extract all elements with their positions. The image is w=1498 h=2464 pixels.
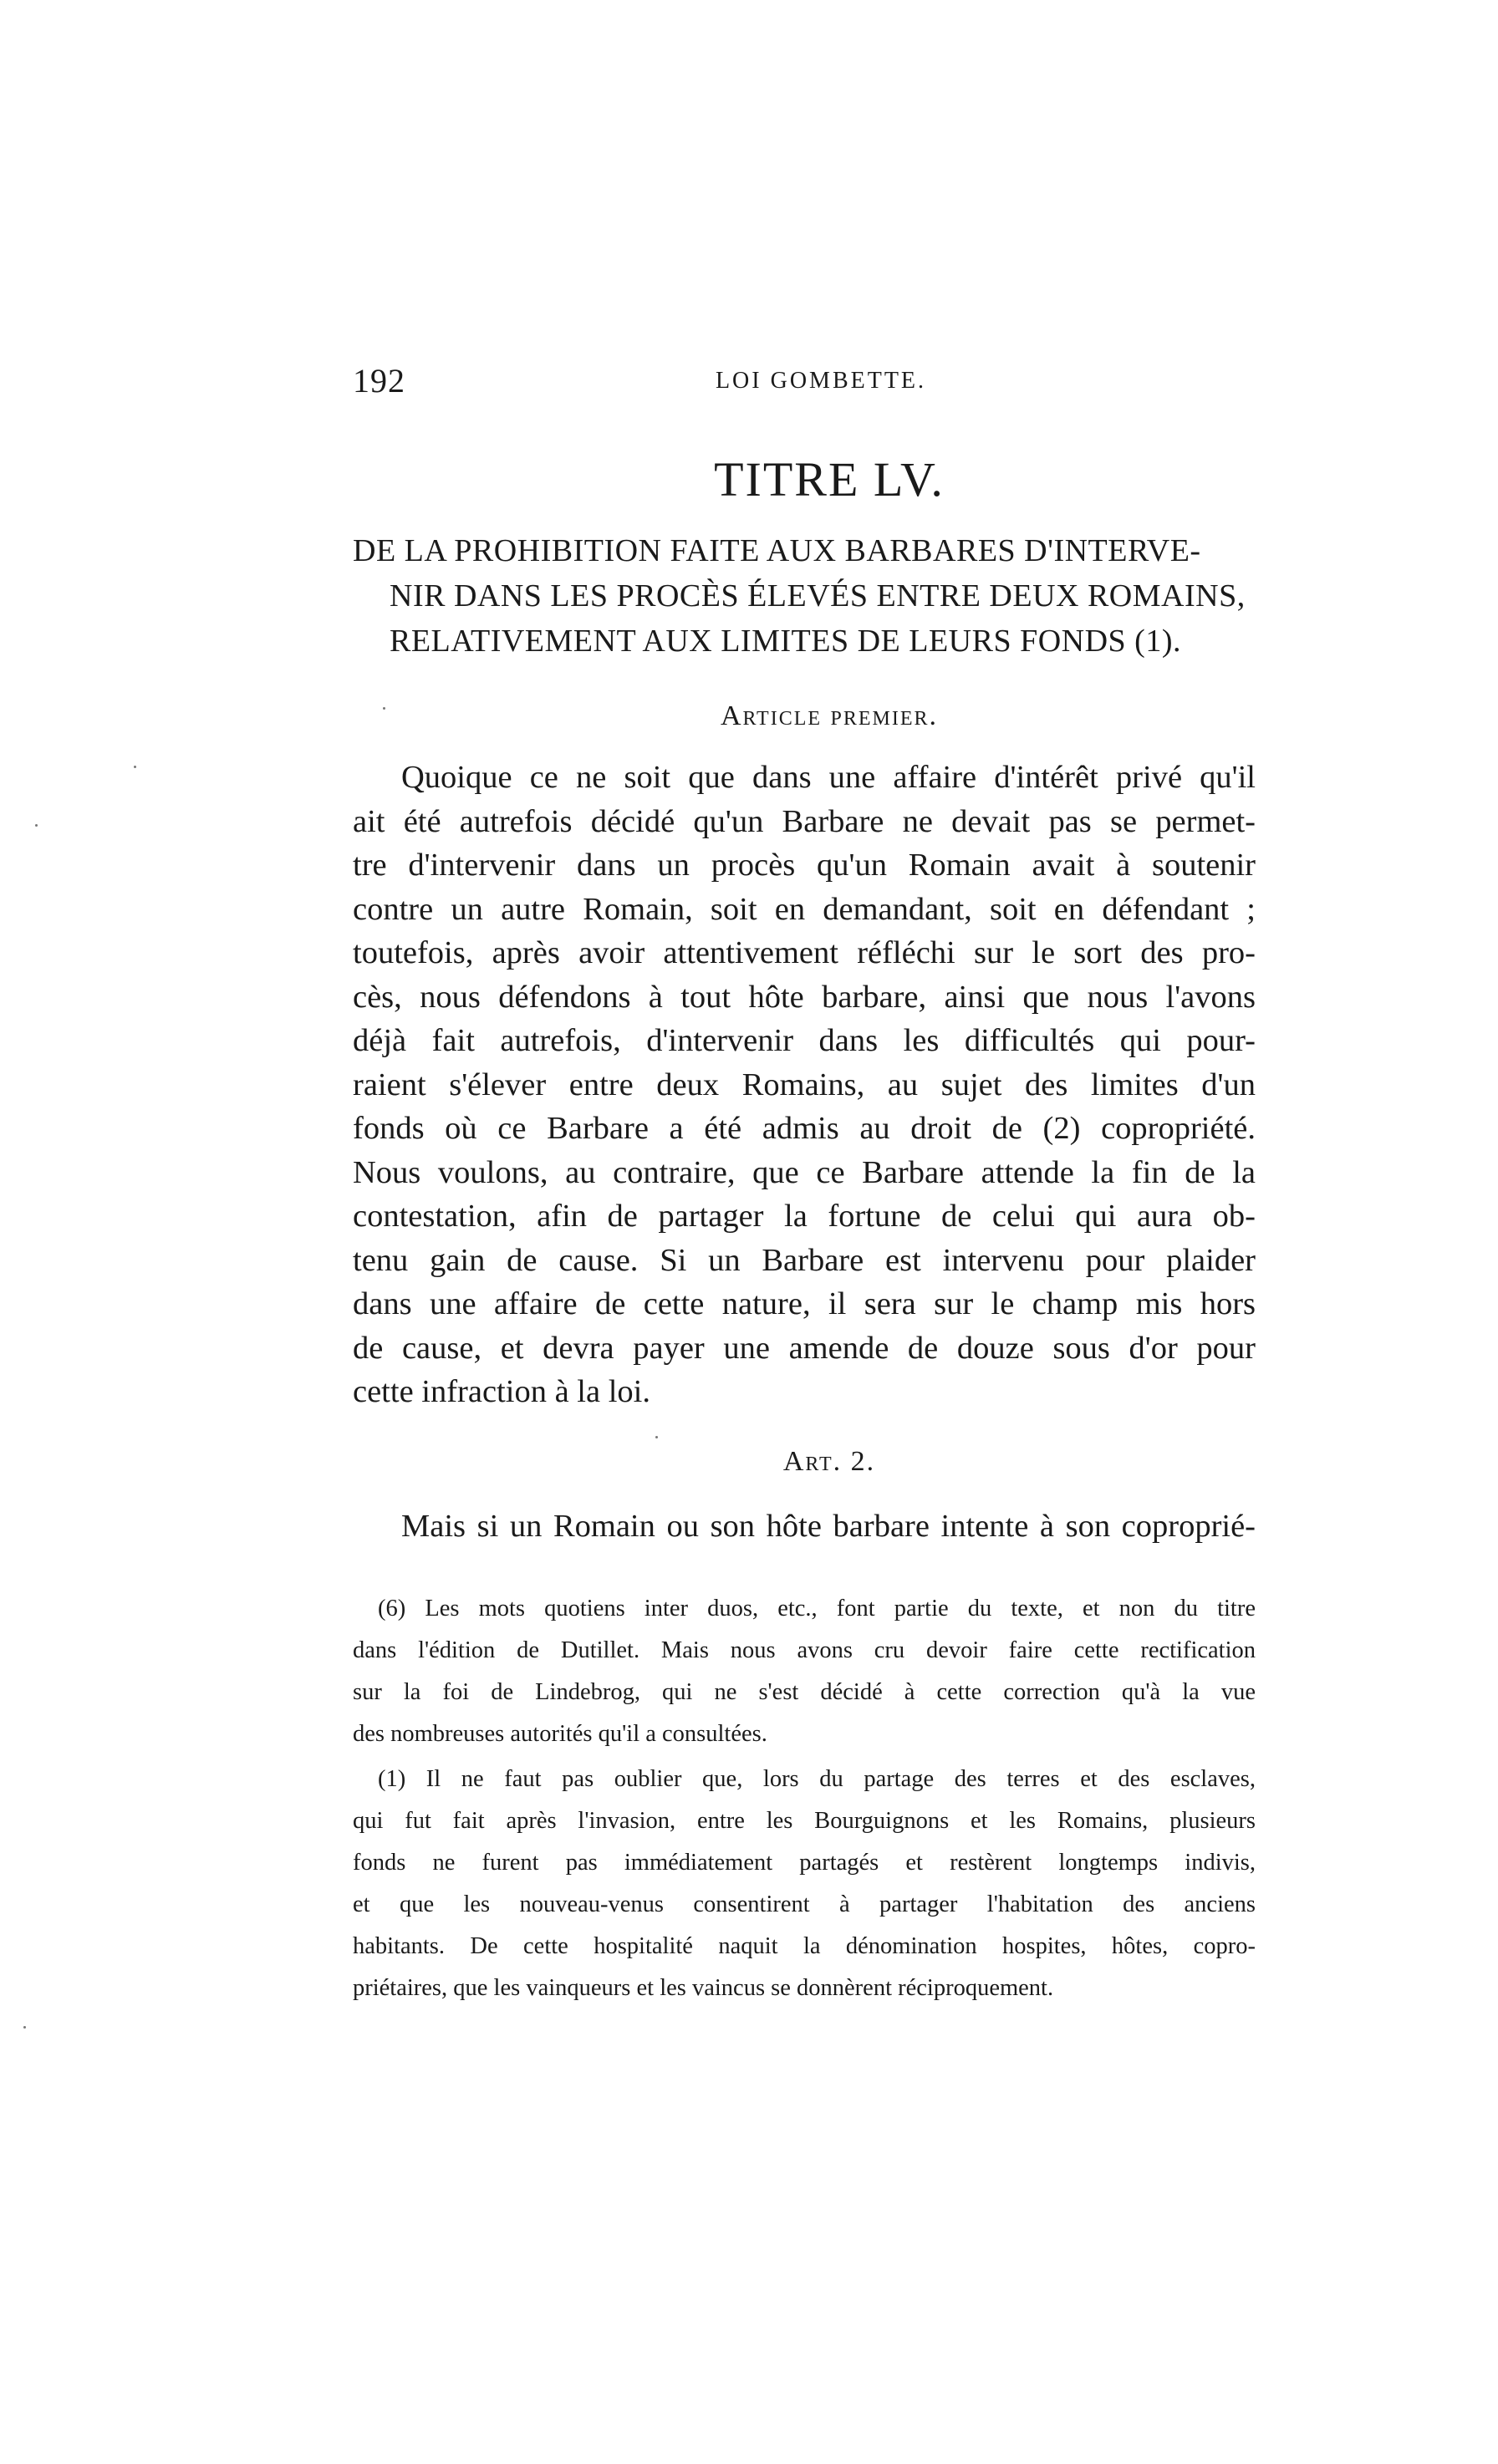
page-number: 192: [353, 362, 405, 400]
heading-line: DE LA PROHIBITION FAITE AUX BARBARES D'INTERVE-: [353, 533, 1201, 568]
running-title: LOI GOMBETTE.: [715, 368, 927, 394]
footnote-line: des nombreuses autorités qu'il a consultées.: [353, 1721, 767, 1747]
footnote-line: qui fut fait après l'invasion, entre les Bourguignons et les Romains, plusieurs: [353, 1808, 1256, 1834]
print-speck: [35, 824, 38, 827]
footnote-line: fonds ne furent pas immédiatement partagés et restèrent longtemps indivis,: [353, 1850, 1256, 1876]
text-line: dans une affaire de cette nature, il sera sur le champ mis hors: [353, 1286, 1256, 1321]
article-premier-heading: Article premier.: [720, 700, 939, 731]
footnote-6: [353, 1588, 1256, 1755]
text-line: ait été autrefois décidé qu'un Barbare ne devait pas se permet-: [353, 803, 1256, 839]
footnote-line: sur la foi de Lindebrog, qui ne s'est décidé à cette correction qu'à la vue: [353, 1679, 1256, 1705]
running-head: [353, 361, 1256, 411]
footnote-line: (6) Les mots quotiens inter duos, etc., font partie du texte, et non du titre: [378, 1596, 1256, 1621]
article-2-paragraph: [353, 1504, 1256, 1549]
heading-line: NIR DANS LES PROCÈS ÉLEVÉS ENTRE DEUX ROMAINS,: [390, 578, 1246, 613]
chapter-heading: [353, 528, 1256, 664]
print-speck: [134, 766, 136, 768]
text-line: tre d'intervenir dans un procès qu'un Romain avait à soutenir: [353, 848, 1256, 883]
text-line: cès, nous défendons à tout hôte barbare, ainsi que nous l'avons: [353, 979, 1256, 1015]
text-line: raient s'élever entre deux Romains, au sujet des limites d'un: [353, 1067, 1256, 1102]
footnote-line: priétaires, que les vainqueurs et les vaincus se donnèrent réciproquement.: [353, 1975, 1054, 2001]
text-line: tenu gain de cause. Si un Barbare est intervenu pour plaider: [353, 1242, 1256, 1278]
footnote-line: (1) Il ne faut pas oublier que, lors du partage des terres et des esclaves,: [378, 1766, 1256, 1792]
article-1-paragraph: [353, 756, 1256, 1414]
footnote-line: habitants. De cette hospitalité naquit la dénomination hospites, hôtes, copro-: [353, 1933, 1256, 1959]
text-line: de cause, et devra payer une amende de douze sous d'or pour: [353, 1330, 1256, 1366]
print-speck: [23, 2026, 26, 2029]
chapter-title: TITRE LV.: [714, 452, 945, 507]
text-line: Nous voulons, au contraire, que ce Barbare attende la fin de la: [353, 1154, 1256, 1190]
footnote-line: dans l'édition de Dutillet. Mais nous avons cru devoir faire cette rectification: [353, 1637, 1256, 1663]
text-line: contestation, afin de partager la fortune de celui qui aura ob-: [353, 1199, 1256, 1234]
print-speck: [655, 1436, 658, 1438]
text-line: contre un autre Romain, soit en demandant, soit en défendant ;: [353, 891, 1256, 927]
heading-line: RELATIVEMENT AUX LIMITES DE LEURS FONDS (1).: [390, 624, 1181, 659]
footnote-line: et que les nouveau-venus consentirent à partager l'habitation des anciens: [353, 1891, 1256, 1917]
footnote-1: [353, 1759, 1256, 2009]
text-line: déjà fait autrefois, d'intervenir dans les difficultés qui pour-: [353, 1023, 1256, 1058]
text-line: fonds où ce Barbare a été admis au droit de (2) copropriété.: [353, 1111, 1256, 1146]
print-speck: [383, 707, 385, 710]
text-line: Mais si un Romain ou son hôte barbare intente à son coproprié-: [401, 1509, 1256, 1544]
footnotes: [353, 1588, 1256, 2013]
text-line: toutefois, après avoir attentivement réfléchi sur le sort des pro-: [353, 935, 1256, 970]
text-line: Quoique ce ne soit que dans une affaire d'intérêt privé qu'il: [401, 760, 1256, 795]
text-line: cette infraction à la loi.: [353, 1374, 650, 1409]
article-2-heading: Art. 2.: [782, 1446, 876, 1477]
